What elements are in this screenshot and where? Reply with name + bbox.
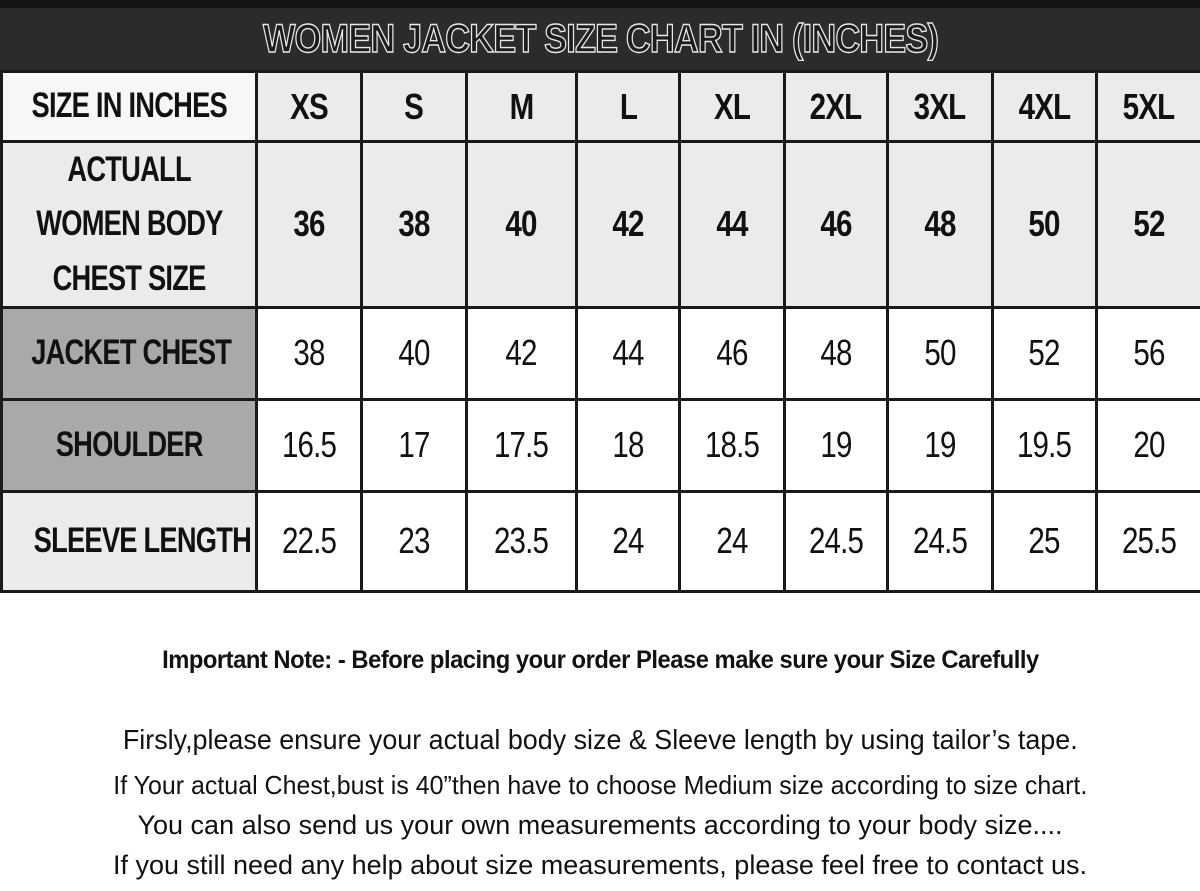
header-size-4xl: 4XL: [993, 72, 1097, 142]
table-cell: 38: [362, 142, 467, 308]
table-header-row: [2, 72, 1200, 142]
table-cell: 20: [1097, 399, 1200, 491]
note-line-custom-measurements: You can also send us your own measurements according to your body size....: [137, 810, 1063, 840]
table-cell: 46: [785, 142, 888, 308]
table-cell: 23.5: [467, 491, 577, 591]
table-cell: 50: [888, 307, 993, 399]
table-cell: 25.5: [1097, 491, 1200, 591]
note-line-tape: Firsly,please ensure your actual body size & Sleeve length by using tailor’s tape.: [122, 724, 1078, 755]
table-cell: 42: [577, 142, 680, 308]
table-cell: 25: [993, 491, 1097, 591]
row-label-jacket-chest: JACKET CHEST: [2, 307, 257, 399]
header-size-xs: XS: [257, 72, 362, 142]
table-cell: 22.5: [257, 491, 362, 591]
title-banner: [0, 0, 1200, 70]
table-cell: 48: [785, 307, 888, 399]
table-cell: 52: [1097, 142, 1200, 308]
table-cell: 48: [888, 142, 993, 308]
note-line-chest-example: If Your actual Chest,bust is 40”then have to choose Medium size according to size chart.: [113, 770, 1087, 800]
table-cell: 56: [1097, 307, 1200, 399]
header-size-m: M: [467, 72, 577, 142]
table-cell: 23: [362, 491, 467, 591]
table-cell: 19.5: [993, 399, 1097, 491]
header-size-3xl: 3XL: [888, 72, 993, 142]
table-row: [2, 142, 1200, 308]
table-cell: 24.5: [888, 491, 993, 591]
table-row: [2, 307, 1200, 399]
table-cell: 40: [362, 307, 467, 399]
table-cell: 24.5: [785, 491, 888, 591]
note-line-contact: If you still need any help about size measurements, please feel free to contact us.: [112, 850, 1088, 880]
table-cell: 19: [785, 399, 888, 491]
table-cell: 52: [993, 307, 1097, 399]
header-size-l: L: [577, 72, 680, 142]
important-note: Important Note: - Before placing your order Please make sure your Size Carefully: [161, 646, 1039, 674]
chart-title: WOMEN JACKET SIZE CHART IN (INCHES): [262, 16, 938, 61]
table-cell: 18.5: [680, 399, 785, 491]
header-size-2xl: 2XL: [785, 72, 888, 142]
header-size-s: S: [362, 72, 467, 142]
table-row: [2, 399, 1200, 491]
table-row: [2, 491, 1200, 591]
table-cell: 18: [577, 399, 680, 491]
header-size-xl: XL: [680, 72, 785, 142]
table-cell: 36: [257, 142, 362, 308]
table-cell: 24: [577, 491, 680, 591]
table-cell: 17: [362, 399, 467, 491]
table-cell: 50: [993, 142, 1097, 308]
table-cell: 44: [680, 142, 785, 308]
row-label-sleeve-length: SLEEVE LENGTH: [2, 491, 257, 591]
table-cell: 17.5: [467, 399, 577, 491]
row-label-body-chest: ACTUALL WOMEN BODY CHEST SIZE: [2, 142, 257, 308]
table-cell: 40: [467, 142, 577, 308]
row-label-shoulder: SHOULDER: [2, 399, 257, 491]
header-size-5xl: 5XL: [1097, 72, 1200, 142]
table-cell: 19: [888, 399, 993, 491]
header-size-label: SIZE IN INCHES: [2, 72, 257, 142]
size-chart-table: [0, 70, 1200, 593]
table-cell: 24: [680, 491, 785, 591]
table-cell: 42: [467, 307, 577, 399]
table-cell: 46: [680, 307, 785, 399]
table-cell: 44: [577, 307, 680, 399]
table-cell: 16.5: [257, 399, 362, 491]
table-cell: 38: [257, 307, 362, 399]
